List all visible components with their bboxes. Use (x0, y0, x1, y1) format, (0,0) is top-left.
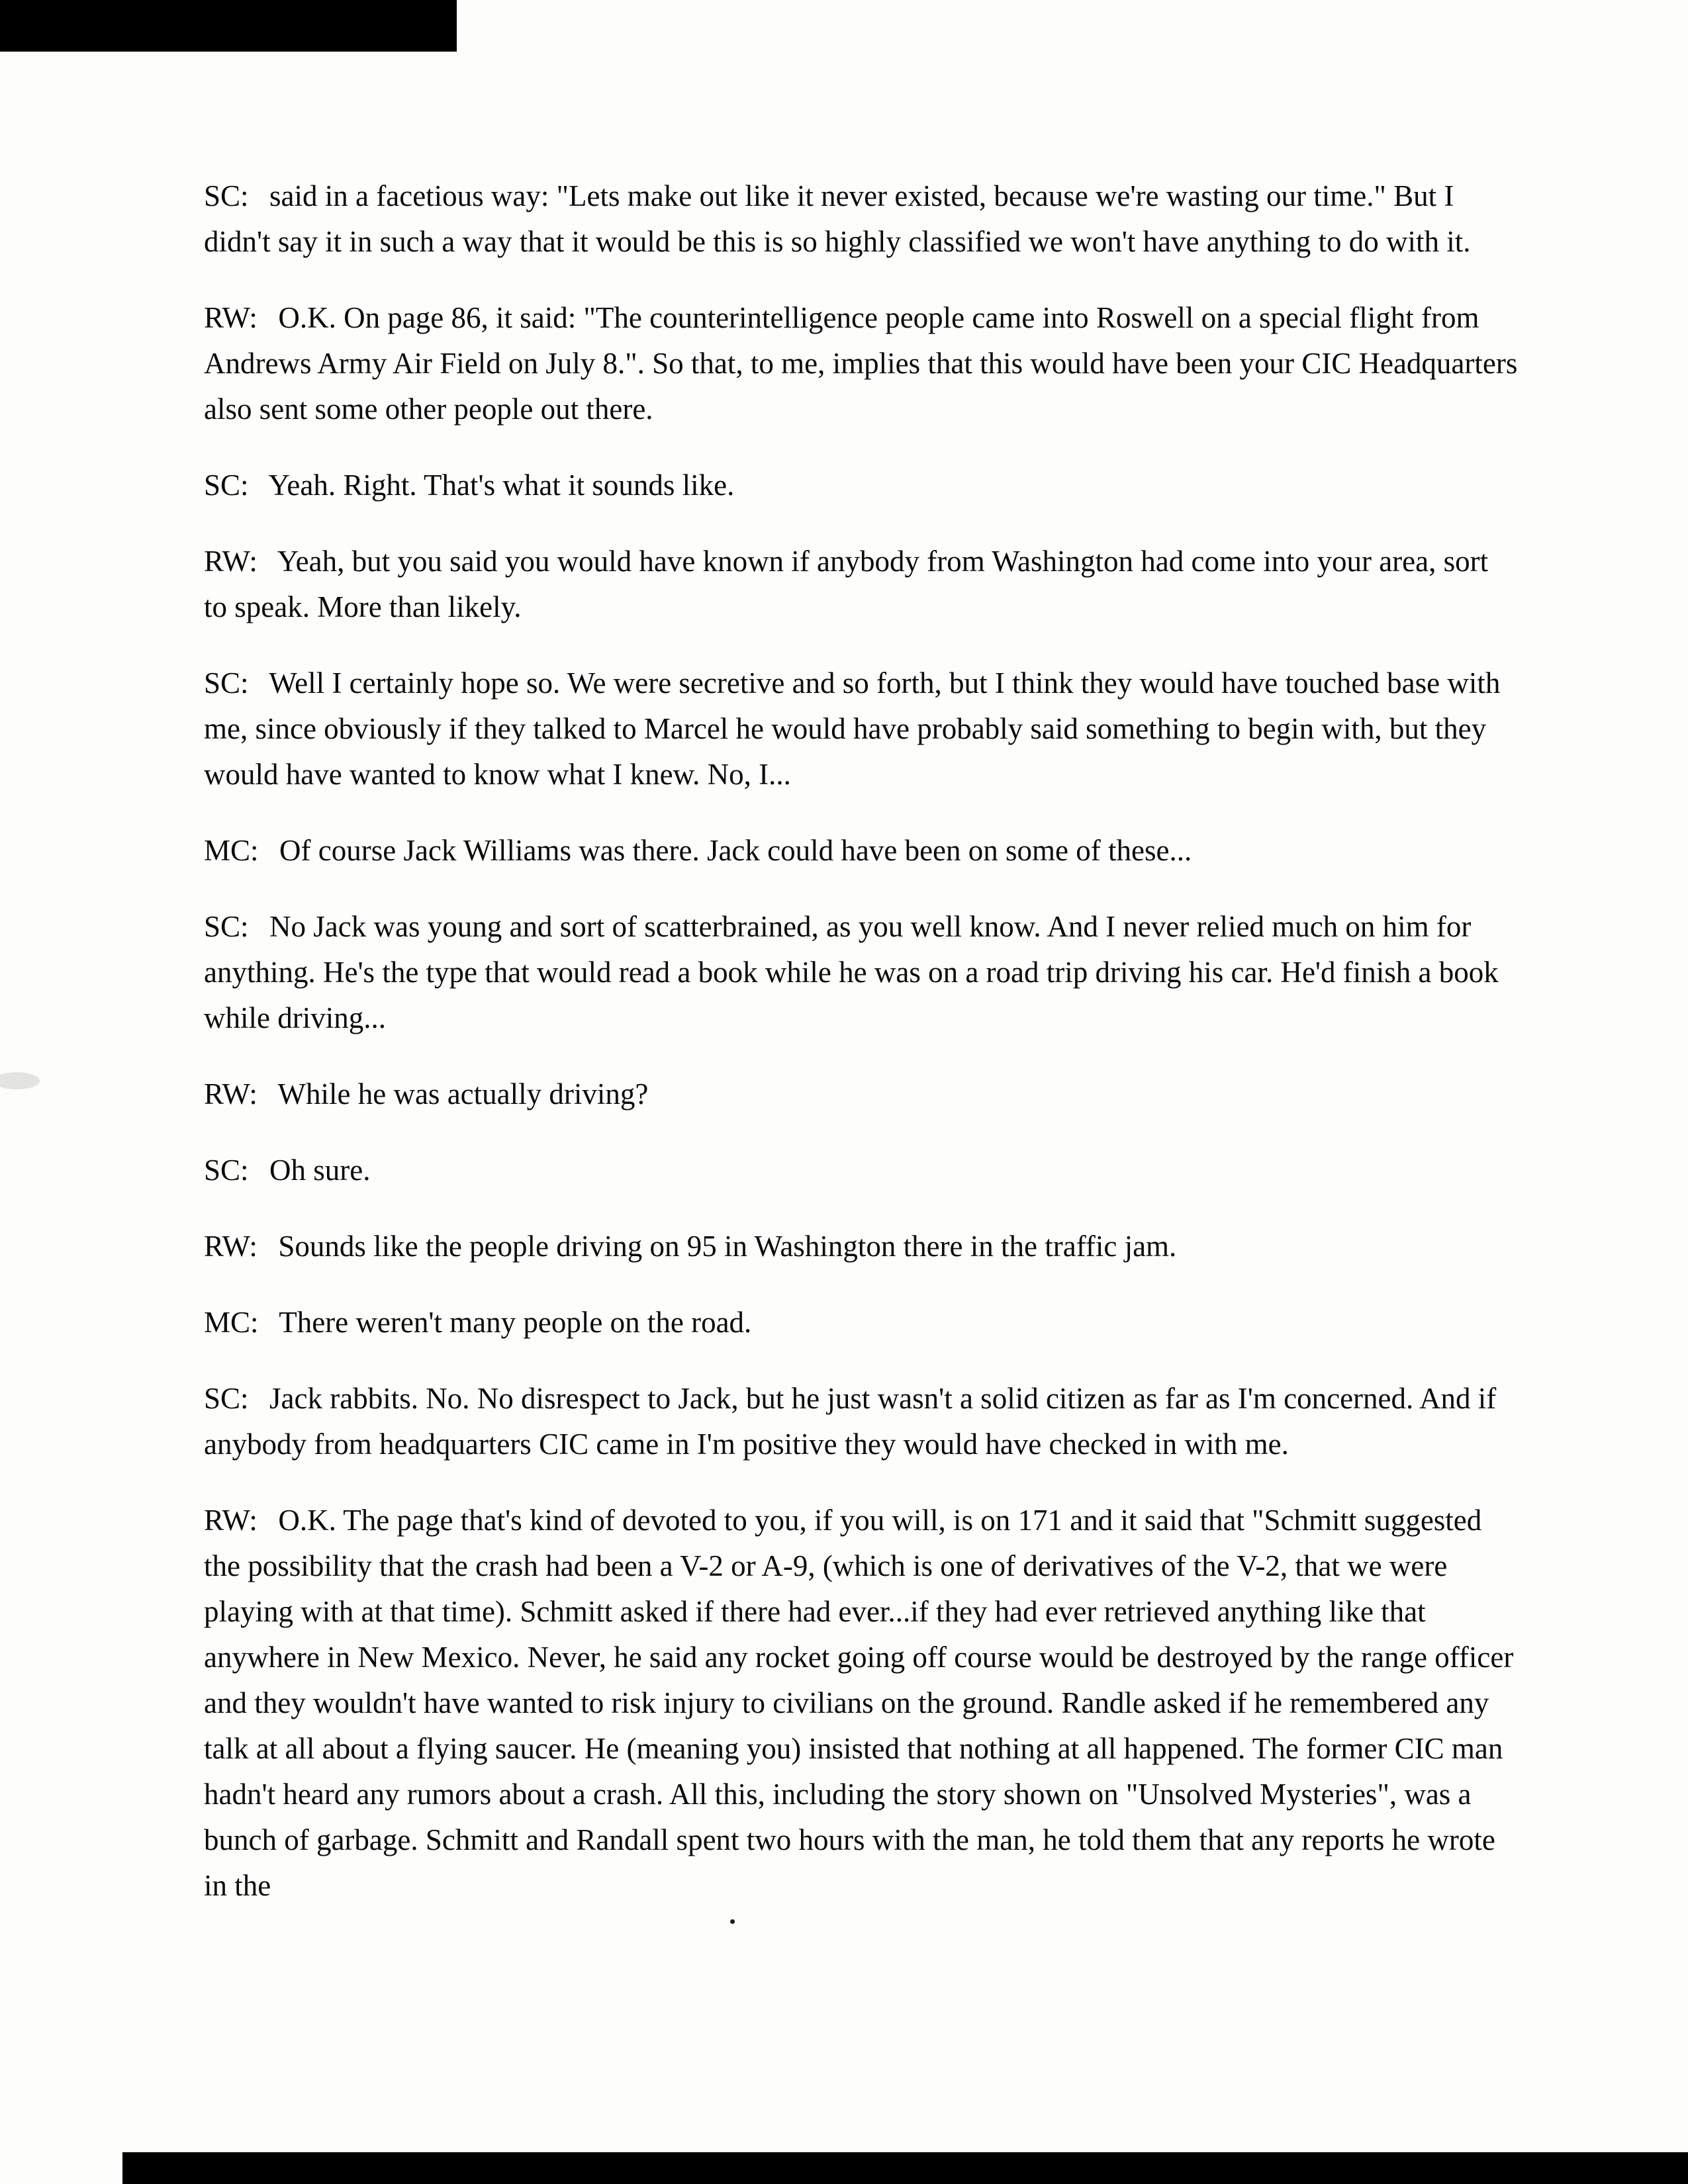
transcript-paragraph (204, 295, 1518, 432)
transcript-paragraph (204, 1148, 1518, 1193)
paragraph-text: Of course Jack Williams was there. Jack could have been on some of these... (279, 834, 1192, 867)
paragraph-text: Sounds like the people driving on 95 in Washington there in the traffic jam. (278, 1230, 1177, 1263)
transcript-paragraph (204, 904, 1518, 1041)
speaker-label: SC: (204, 469, 249, 502)
speaker-label: MC: (204, 834, 259, 867)
transcript-paragraph (204, 1498, 1518, 1909)
scan-artifact-bottom-bar (122, 2152, 1688, 2184)
scan-artifact-speck (730, 1919, 735, 1924)
paragraph-text: O.K. On page 86, it said: "The counterintelligence people came into Roswell on a special flight from Andrews Army Air Field on July 8.". So that, to me, implies that this would have been your CIC Headquarters also sent some other people out there. (204, 301, 1518, 426)
transcript-paragraph (204, 1224, 1518, 1269)
speaker-label: RW: (204, 301, 258, 334)
transcript-paragraph (204, 828, 1518, 874)
scan-artifact-top-bar (0, 0, 457, 52)
speaker-label: SC: (204, 1382, 249, 1415)
paragraph-text: said in a facetious way: "Lets make out like it never existed, because we're wasting our time." But I didn't say it in such a way that it would be this is so highly classified we won't have anything to do with it. (204, 179, 1471, 258)
transcript-content (204, 173, 1518, 1939)
speaker-label: RW: (204, 545, 258, 578)
paragraph-text: Well I certainly hope so. We were secretive and so forth, but I think they would have touched base with me, since obviously if they talked to Marcel he would have probably said something to begin with, but they would have wanted to know what I knew. No, I... (204, 666, 1501, 791)
speaker-label: RW: (204, 1504, 258, 1537)
paragraph-text: No Jack was young and sort of scatterbrained, as you well know. And I never relied much on him for anything. He's the type that would read a book while he was on a road trip driving his car. He'd finish a book while driving... (204, 910, 1499, 1034)
scan-artifact-smudge (0, 1072, 40, 1089)
transcript-paragraph (204, 1071, 1518, 1117)
paragraph-text: While he was actually driving? (277, 1077, 649, 1111)
paragraph-text: O.K. The page that's kind of devoted to you, if you will, is on 171 and it said that "Schmitt suggested the possibility that the crash had been a V-2 or A-9, (which is one of derivatives of the V-2, that we were playing with at that time). Schmitt asked if there had ever...if they had ever retrieved anything like that anywhere in New Mexico. Never, he said any rocket going off course would be destroyed by the range officer and they wouldn't have wanted to risk injury to civilians on the ground. Randle asked if he remembered any talk at all about a flying saucer. He (meaning you) insisted that nothing at all happened. The former CIC man hadn't heard any rumors about a crash. All this, including the story shown on "Unsolved Mysteries", was a bunch of garbage. Schmitt and Randall spent two hours with the man, he told them that any reports he wrote in the (204, 1504, 1514, 1902)
speaker-label: SC: (204, 666, 249, 700)
speaker-label: SC: (204, 910, 249, 943)
speaker-label: SC: (204, 1154, 249, 1187)
speaker-label: SC: (204, 179, 249, 212)
paragraph-text: Oh sure. (269, 1154, 371, 1187)
speaker-label: RW: (204, 1077, 258, 1111)
transcript-paragraph (204, 173, 1518, 265)
transcript-paragraph (204, 463, 1518, 508)
paragraph-text: Jack rabbits. No. No disrespect to Jack, but he just wasn't a solid citizen as far as I'm concerned. And if anybody from headquarters CIC came in I'm positive they would have checked in with me. (204, 1382, 1497, 1461)
transcript-paragraph (204, 1300, 1518, 1345)
speaker-label: MC: (204, 1306, 259, 1339)
transcript-paragraph (204, 1376, 1518, 1467)
transcript-paragraph (204, 660, 1518, 797)
paragraph-text: There weren't many people on the road. (279, 1306, 752, 1339)
speaker-label: RW: (204, 1230, 258, 1263)
transcript-paragraph (204, 539, 1518, 630)
paragraph-text: Yeah. Right. That's what it sounds like. (268, 469, 735, 502)
paragraph-text: Yeah, but you said you would have known if anybody from Washington had come into your area, sort to speak. More than likely. (204, 545, 1489, 623)
